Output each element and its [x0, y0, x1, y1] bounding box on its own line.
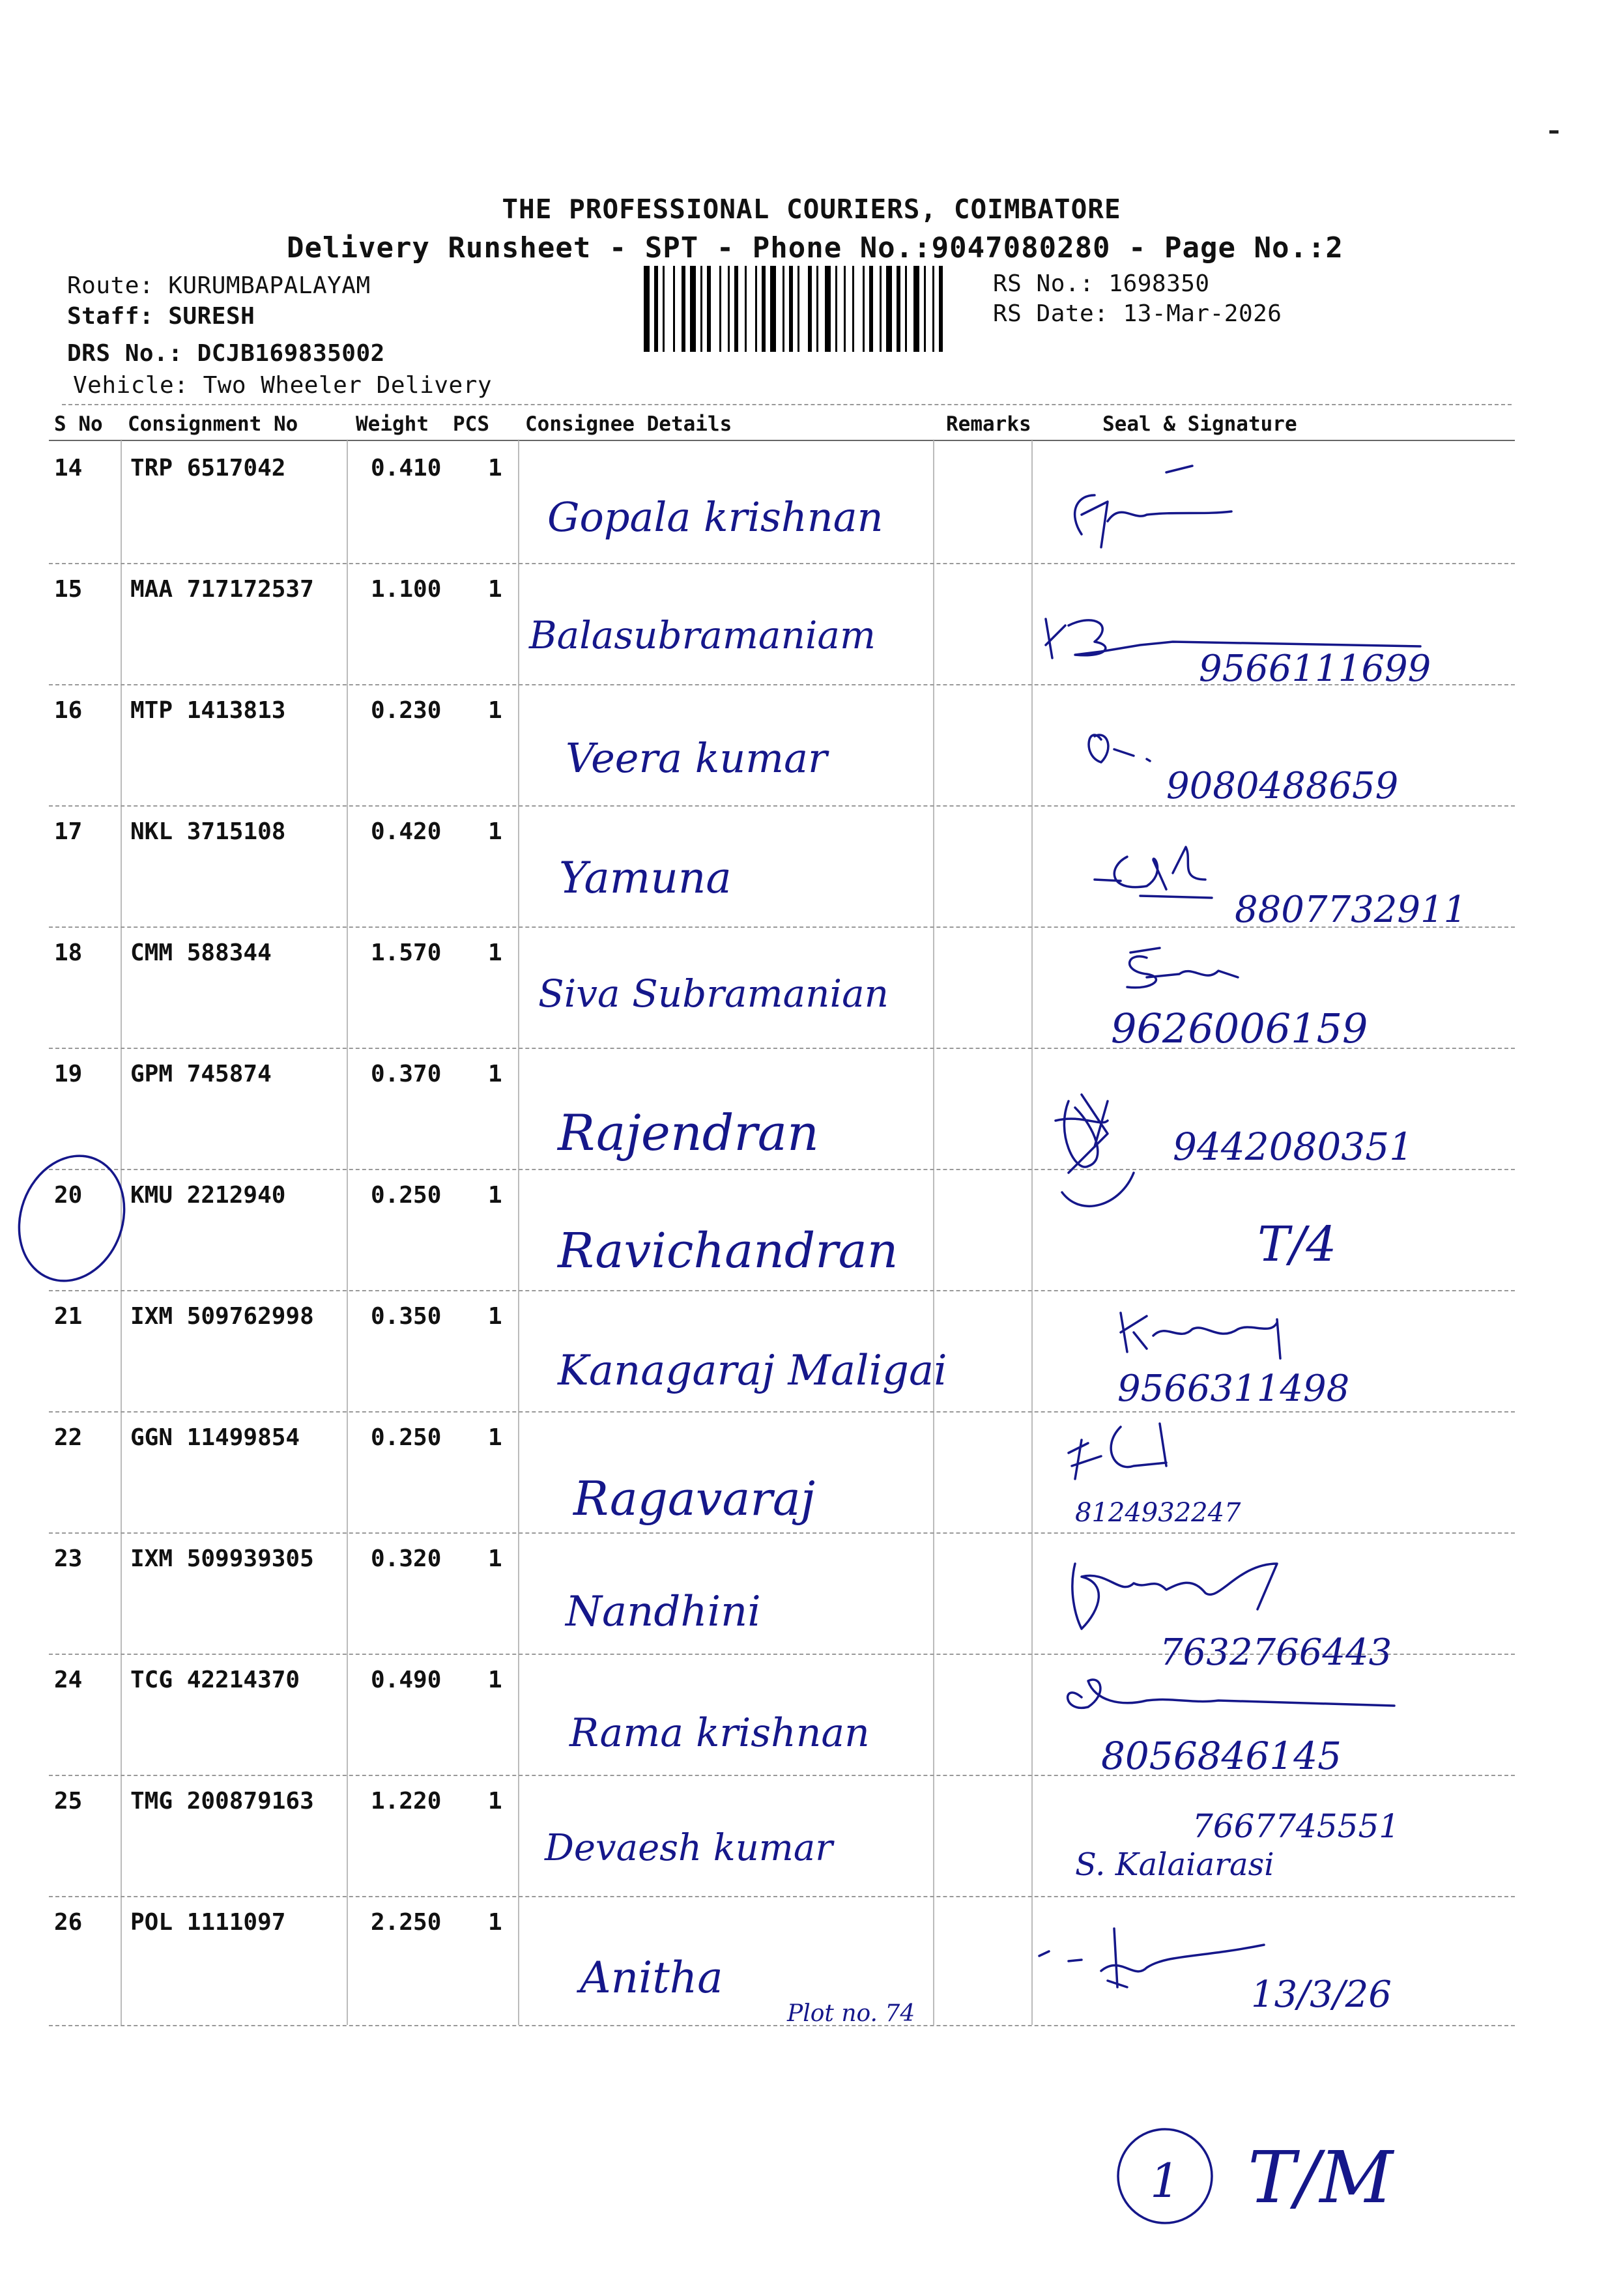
staff-label: Staff: SURESH	[67, 303, 255, 330]
row-consignment: IXM 509762998	[130, 1303, 314, 1330]
row-consignment: IXM 509939305	[130, 1545, 314, 1572]
rs-number: RS No.: 1698350	[993, 270, 1210, 297]
row-pcs: 1	[488, 1788, 502, 1815]
row-pcs: 1	[488, 1061, 502, 1087]
col-weight: Weight	[356, 412, 429, 436]
row-consignment: POL 1111097	[130, 1909, 286, 1936]
row-weight: 1.100	[371, 576, 442, 603]
signature-phone: 7632766443	[1160, 1631, 1392, 1674]
signature-scribble	[1121, 1313, 1280, 1358]
circle-mark	[2, 1141, 141, 1296]
signature-scribble	[1072, 1564, 1277, 1629]
signature-phone: 9566111699	[1199, 648, 1431, 690]
consignee-handwritten: Ragavaraj	[573, 1471, 816, 1526]
row-consignment: GGN 11499854	[130, 1424, 300, 1451]
rs-date: RS Date: 13-Mar-2026	[993, 300, 1282, 327]
row-pcs: 1	[488, 940, 502, 966]
row-weight: 0.420	[371, 818, 442, 845]
plot-number-note: Plot no. 74	[787, 2000, 915, 2027]
row-pcs: 1	[488, 576, 502, 603]
row-weight: 1.570	[371, 940, 442, 966]
footer-mark: T/M	[1248, 2136, 1394, 2219]
signature-scribble	[1069, 1424, 1166, 1479]
vehicle-label: Vehicle: Two Wheeler Delivery	[73, 372, 493, 399]
col-consignment: Consignment No	[128, 412, 298, 436]
row-pcs: 1	[488, 1182, 502, 1209]
row-consignment: NKL 3715108	[130, 818, 286, 845]
signature-scribble	[1095, 847, 1212, 898]
row-pcs: 1	[488, 1909, 502, 1936]
row-sno: 17	[54, 818, 83, 845]
signature-phone: 9566311498	[1117, 1368, 1350, 1410]
signature-phone: 8056846145	[1101, 1734, 1342, 1778]
consignee-handwritten: Ravichandran	[558, 1223, 898, 1279]
drs-number: DRS No.: DCJB169835002	[67, 340, 385, 367]
footer-circled-number: 1	[1150, 2153, 1180, 2208]
consignee-handwritten: Balasubramaniam	[529, 613, 876, 657]
row-weight: 0.250	[371, 1424, 442, 1451]
row-pcs: 1	[488, 1667, 502, 1693]
consignee-handwritten: Anitha	[580, 1953, 723, 2003]
col-pcs: PCS	[453, 412, 489, 436]
consignee-handwritten: Rama krishnan	[569, 1710, 870, 1756]
col-seal: Seal & Signature	[1102, 412, 1297, 436]
signature-scribble	[1075, 466, 1231, 547]
row-pcs: 1	[488, 697, 502, 724]
row-consignment: MTP 1413813	[130, 697, 286, 724]
row-sno: 18	[54, 940, 83, 966]
signature-phone: 9080488659	[1166, 765, 1399, 807]
row-weight: 2.250	[371, 1909, 442, 1936]
row-sno: 26	[54, 1909, 83, 1936]
row-consignment: KMU 2212940	[130, 1182, 286, 1209]
row-sno: 16	[54, 697, 83, 724]
signatory-name: S. Kalaiarasi	[1075, 1846, 1274, 1883]
row-weight: 0.320	[371, 1545, 442, 1572]
row-pcs: 1	[488, 455, 502, 481]
col-remarks: Remarks	[946, 412, 1031, 436]
row-weight: 0.490	[371, 1667, 442, 1693]
company-title: THE PROFESSIONAL COURIERS, COIMBATORE	[502, 194, 1121, 225]
col-consignee: Consignee Details	[525, 412, 732, 436]
signature-note: T/4	[1257, 1216, 1337, 1272]
row-pcs: 1	[488, 1424, 502, 1451]
row-pcs: 1	[488, 818, 502, 845]
row-consignment: TCG 42214370	[130, 1667, 300, 1693]
row-weight: 1.220	[371, 1788, 442, 1815]
signature-scribble	[1068, 1680, 1394, 1708]
row-weight: 0.230	[371, 697, 442, 724]
consignee-handwritten: Kanagaraj Maligai	[558, 1347, 947, 1395]
row-sno: 20	[54, 1182, 83, 1209]
row-sno: 15	[54, 576, 83, 603]
col-sno: S No	[54, 412, 103, 436]
consignee-handwritten: Siva Subramanian	[538, 971, 889, 1016]
row-weight: 0.410	[371, 455, 442, 481]
signature-phone: 7667745551	[1192, 1807, 1400, 1845]
consignee-handwritten: Devaesh kumar	[545, 1827, 833, 1869]
row-sno: 22	[54, 1424, 83, 1451]
delivery-date-note: 13/3/26	[1251, 1973, 1392, 2016]
row-consignment: GPM 745874	[130, 1061, 272, 1087]
signature-phone: 8807732911	[1235, 889, 1467, 931]
row-sno: 23	[54, 1545, 83, 1572]
row-sno: 24	[54, 1667, 83, 1693]
consignee-handwritten: Veera kumar	[566, 734, 827, 782]
signature-phone: 9442080351	[1173, 1125, 1414, 1169]
consignee-handwritten: Rajendran	[558, 1104, 820, 1162]
route-label: Route: KURUMBAPALAYAM	[67, 272, 371, 299]
consignee-handwritten: Nandhini	[566, 1588, 761, 1636]
signature-scribble	[1039, 1929, 1264, 1987]
row-consignment: MAA 717172537	[130, 576, 314, 603]
row-sno: 14	[54, 455, 83, 481]
signature-scribble	[1056, 1095, 1134, 1206]
signature-phone: 9626006159	[1111, 1005, 1368, 1052]
row-weight: 0.370	[371, 1061, 442, 1087]
signature-scribble	[1089, 735, 1150, 762]
row-weight: 0.250	[371, 1182, 442, 1209]
row-pcs: 1	[488, 1303, 502, 1330]
row-sno: 25	[54, 1788, 83, 1815]
row-weight: 0.350	[371, 1303, 442, 1330]
row-sno: 21	[54, 1303, 83, 1330]
row-consignment: TMG 200879163	[130, 1788, 314, 1815]
consignee-handwritten: Yamuna	[559, 853, 732, 903]
row-sno: 19	[54, 1061, 83, 1087]
row-consignment: TRP 6517042	[130, 455, 286, 481]
row-consignment: CMM 588344	[130, 940, 272, 966]
row-pcs: 1	[488, 1545, 502, 1572]
runsheet-subtitle: Delivery Runsheet - SPT - Phone No.:9047080280 - Page No.:2	[287, 231, 1343, 265]
signature-scribble	[1127, 948, 1238, 988]
consignee-handwritten: Gopala krishnan	[547, 493, 883, 541]
signature-phone: 8124932247	[1075, 1498, 1241, 1528]
